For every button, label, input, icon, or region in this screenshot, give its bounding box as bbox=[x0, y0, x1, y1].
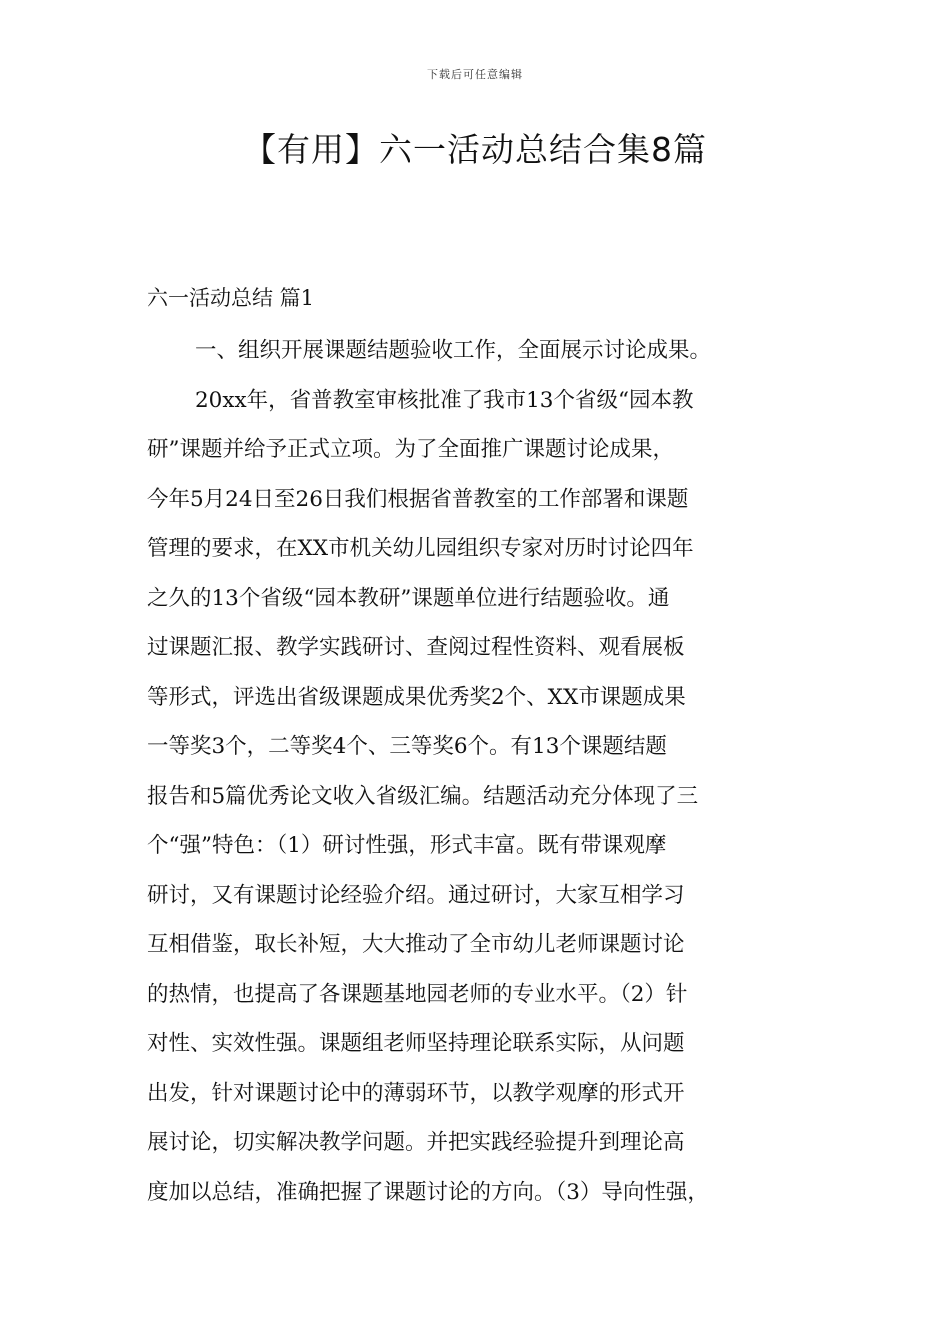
text-line: 20xx年，省普教室审核批准了我市13个省级“园本教 bbox=[195, 388, 694, 413]
text-line: 对性、实效性强。课题组老师坚持理论联系实际，从问题 bbox=[147, 1031, 685, 1056]
text-line: 出发，针对课题讨论中的薄弱环节，以教学观摩的形式开 bbox=[147, 1081, 685, 1106]
text-line: 一、组织开展课题结题验收工作，全面展示讨论成果。 bbox=[195, 338, 712, 363]
text-line: 研讨，又有课题讨论经验介绍。通过研讨，大家互相学习 bbox=[147, 883, 685, 908]
document-title: 【有用】六一活动总结合集8篇 bbox=[243, 130, 707, 169]
text-line: 互相借鉴，取长补短，大大推动了全市幼儿老师课题讨论 bbox=[147, 932, 685, 957]
text-line: 个“强”特色：（1）研讨性强，形式丰富。既有带课观摩 bbox=[147, 833, 667, 858]
text-line: 今年5月24日至26日我们根据省普教室的工作部署和课题 bbox=[147, 487, 689, 512]
header-note: 下载后可任意编辑 bbox=[427, 68, 523, 81]
text-line: 等形式，评选出省级课题成果优秀奖2个、XX市课题成果 bbox=[147, 685, 686, 710]
text-line: 过课题汇报、教学实践研讨、查阅过程性资料、观看展板 bbox=[147, 635, 685, 660]
text-line: 之久的13个省级“园本教研”课题单位进行结题验收。通 bbox=[147, 586, 670, 611]
section-heading: 六一活动总结 篇1 bbox=[147, 286, 315, 310]
text-line: 研”课题并给予正式立项。为了全面推广课题讨论成果， bbox=[147, 437, 674, 462]
text-line: 一等奖3个，二等奖4个、三等奖6个。有13个课题结题 bbox=[147, 734, 667, 759]
text-line: 度加以总结，准确把握了课题讨论的方向。（3）导向性强， bbox=[147, 1180, 709, 1205]
text-line: 管理的要求，在XX市机关幼儿园组织专家对历时讨论四年 bbox=[147, 536, 694, 561]
text-line: 报告和5篇优秀论文收入省级汇编。结题活动充分体现了三 bbox=[147, 784, 699, 809]
text-line: 的热情，也提高了各课题基地园老师的专业水平。（2）针 bbox=[147, 982, 688, 1007]
text-line: 展讨论，切实解决教学问题。并把实践经验提升到理论高 bbox=[147, 1130, 685, 1155]
